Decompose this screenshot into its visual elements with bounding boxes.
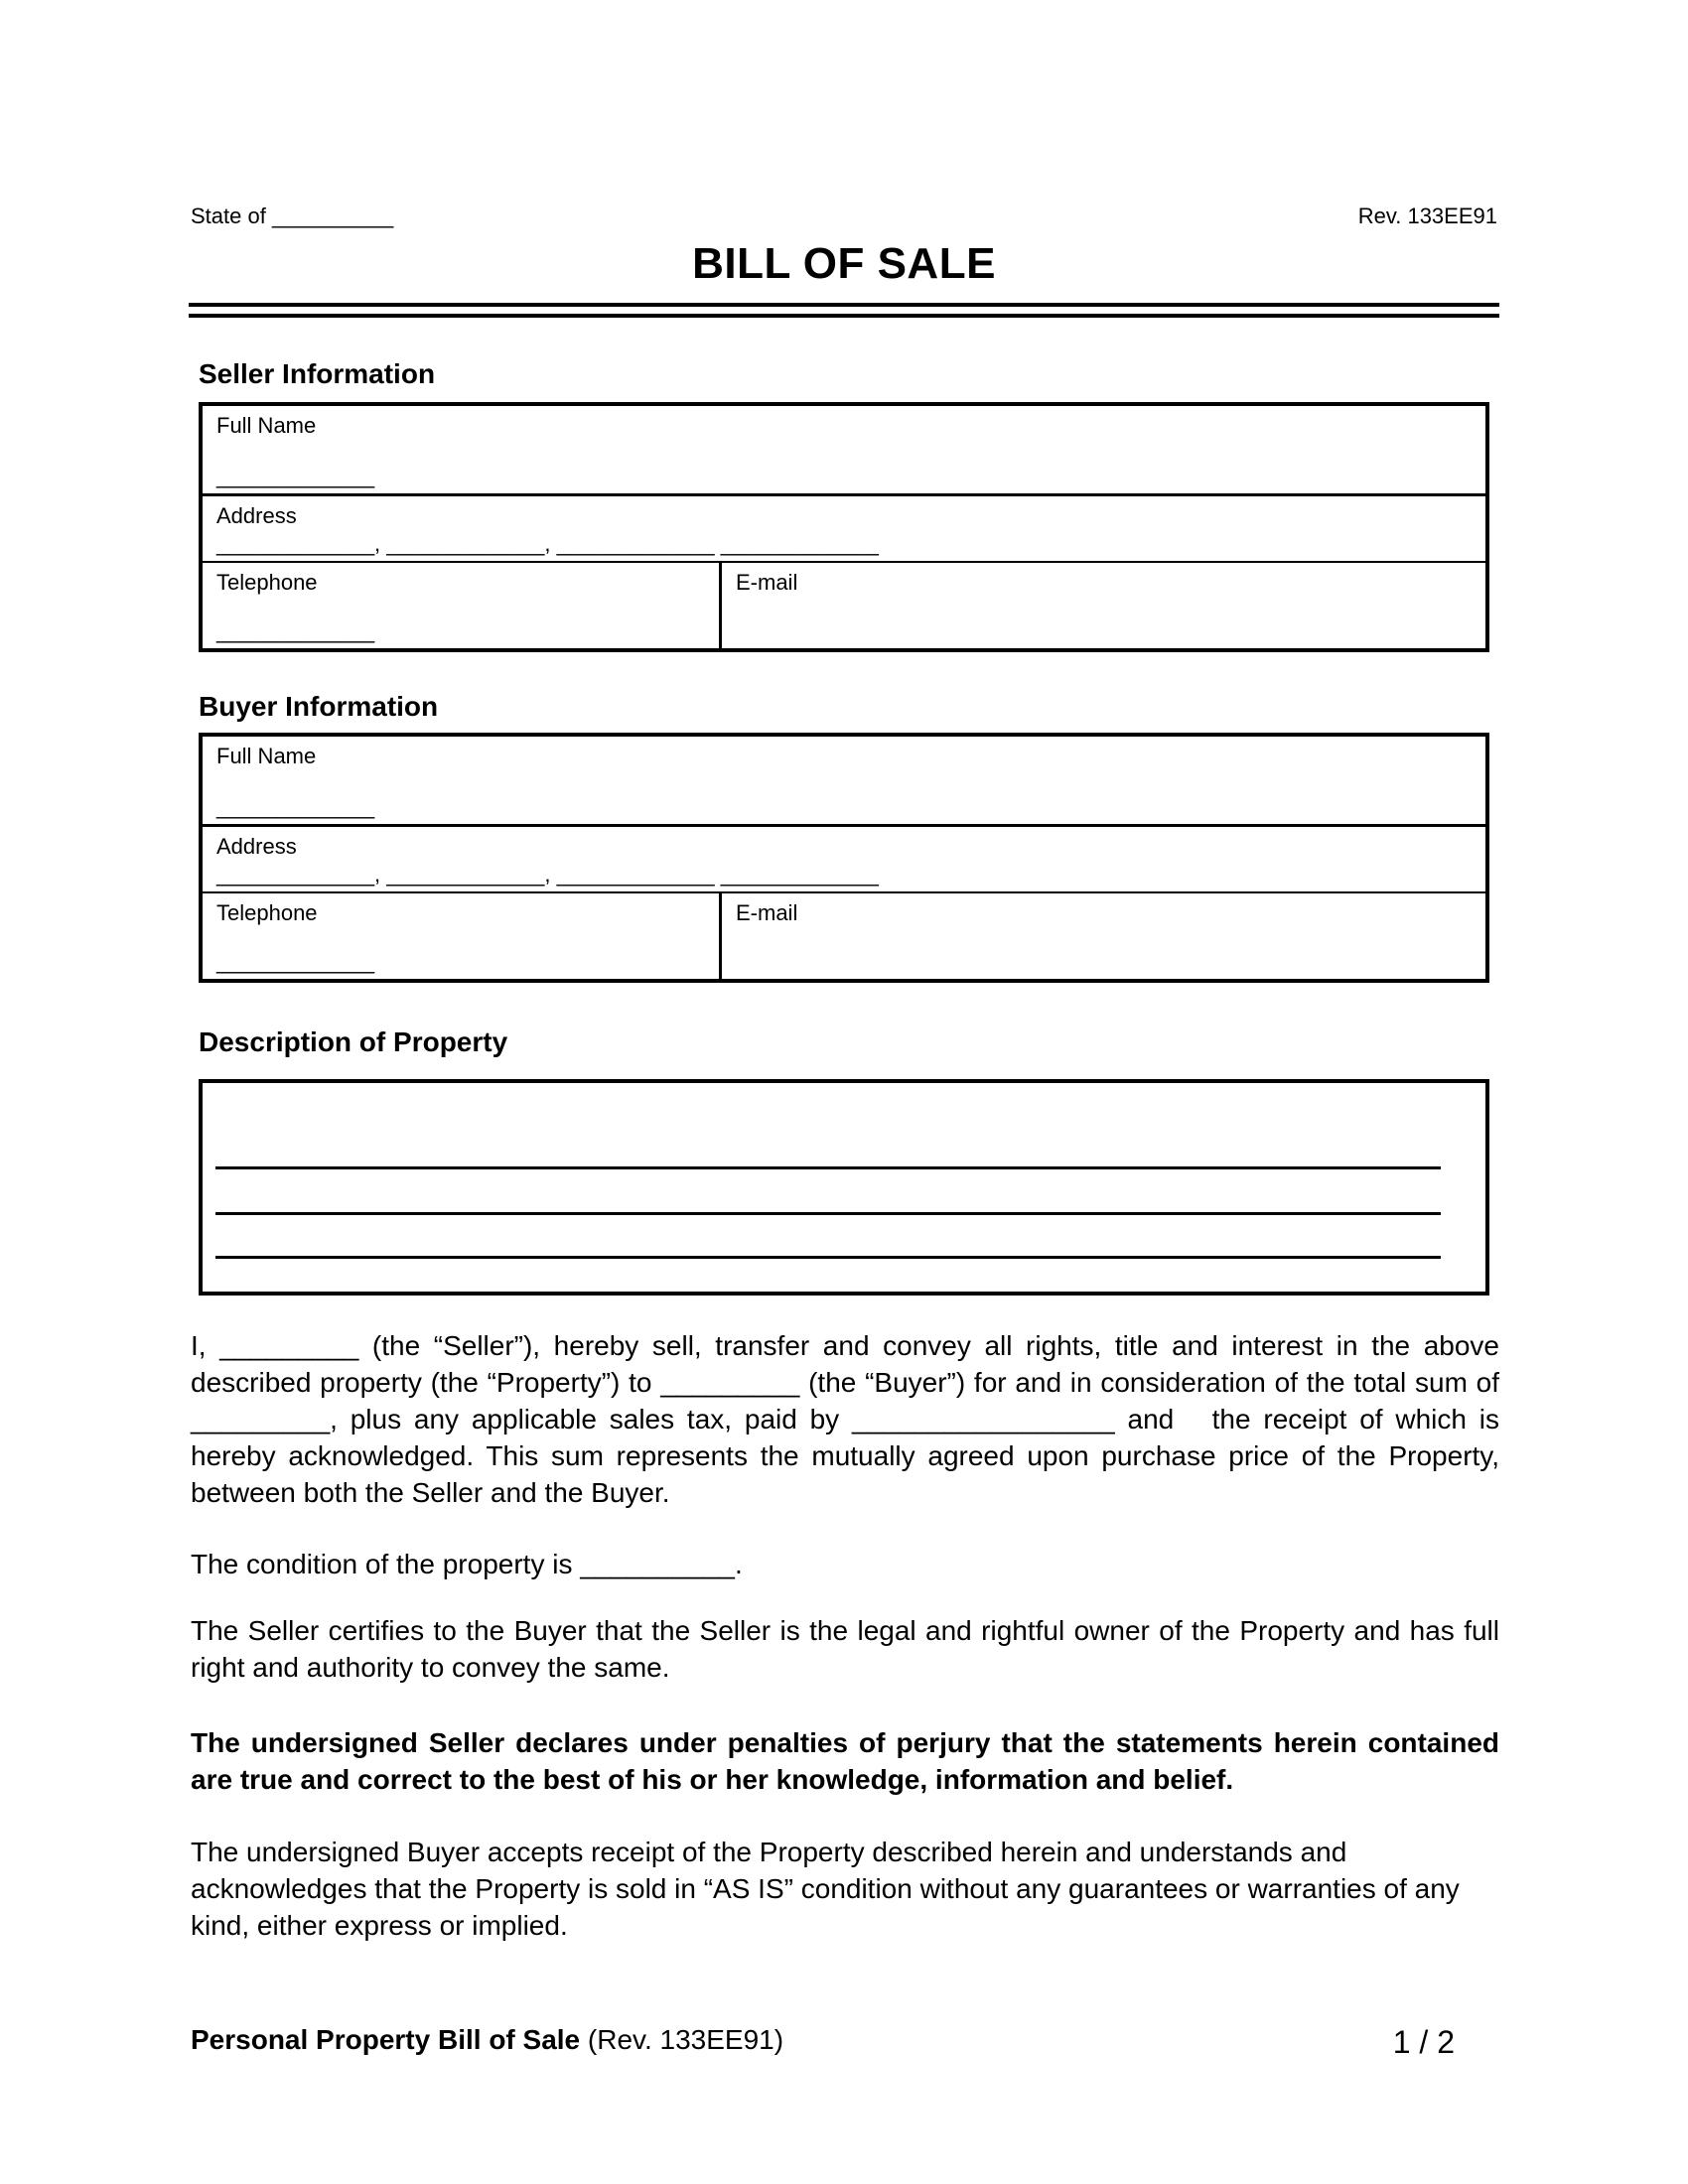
sale-declaration-paragraph: I, _________ (the “Seller”), hereby sell, transfer and convey all rights, title and interest in the above described property (the “Property”) to _________ (the “Buyer”) for and in consideration of the total sum of _________, plus any applicable sales tax, paid by _________________ and the receipt of which is hereby acknowledged. This sum represents the mutually agreed upon purchase price of the Property, between both the Seller and the Buyer. [191,1330,1499,1508]
telephone-blank-line: _____________ [216,949,375,974]
description-blank-line [215,1166,1441,1169]
buyer-info-table [199,733,1489,983]
revision-label: Rev. 133EE91 [1357,204,1497,228]
buyer-contact-row [203,893,1485,979]
description-blank-line [215,1212,1441,1215]
full-name-blank-line: _____________ [216,464,375,488]
address-label: Address [216,503,297,528]
seller-telephone-cell [203,563,722,648]
full-name-label: Full Name [216,744,317,768]
address-blank-line: _____________, _____________, _____________ _____________ [216,862,879,887]
full-name-blank-line: _____________ [216,794,375,819]
state-of-line: State of __________ [191,204,394,228]
seller-section-heading: Seller Information [199,358,436,389]
address-label: Address [216,834,297,859]
description-section-heading: Description of Property [199,1026,508,1057]
description-box [199,1079,1489,1296]
email-label: E-mail [736,570,798,595]
page-title: BILL OF SALE [692,239,996,288]
buyer-telephone-cell [203,893,722,979]
seller-full-name-cell [203,406,1485,496]
document-header-row [191,203,1497,230]
seller-contact-row [203,563,1485,648]
telephone-label: Telephone [216,900,318,925]
perjury-declaration-paragraph: The undersigned Seller declares under penalties of perjury that the statements herein contained are true and correct to the best of his or her knowledge, information and belief. [191,1727,1499,1795]
buyer-full-name-cell [203,737,1485,827]
full-name-label: Full Name [216,413,317,438]
footer-document-title [191,2023,783,2057]
buyer-section-heading: Buyer Information [199,691,439,722]
page-footer [191,2023,1499,2061]
seller-address-cell [203,496,1485,563]
email-label: E-mail [736,900,798,925]
buyer-email-cell [722,893,1485,979]
buyer-address-cell [203,827,1485,893]
seller-email-cell [722,563,1485,648]
ownership-certification-paragraph: The Seller certifies to the Buyer that the Seller is the legal and rightful owner of the Property and has full right and authority to convey the same. [191,1615,1499,1683]
condition-paragraph: The condition of the property is __________. [191,1549,743,1579]
footer-title-rev: (Rev. 133EE91) [580,2024,784,2055]
telephone-blank-line: _____________ [216,618,375,643]
footer-page-number: 1 / 2 [1392,2024,1455,2060]
footer-title-bold: Personal Property Bill of Sale [191,2024,581,2055]
title-divider-rule [189,303,1499,318]
as-is-acceptance-paragraph: The undersigned Buyer accepts receipt of the Property described herein and understands and acknowledges that the Property is sold in “AS IS” condition without any guarantees or warranties of any kind, either express or implied. [191,1837,1460,1941]
address-blank-line: _____________, _____________, _____________ _____________ [216,531,879,556]
seller-info-table [199,402,1489,652]
telephone-label: Telephone [216,570,318,595]
description-blank-line [215,1256,1441,1259]
